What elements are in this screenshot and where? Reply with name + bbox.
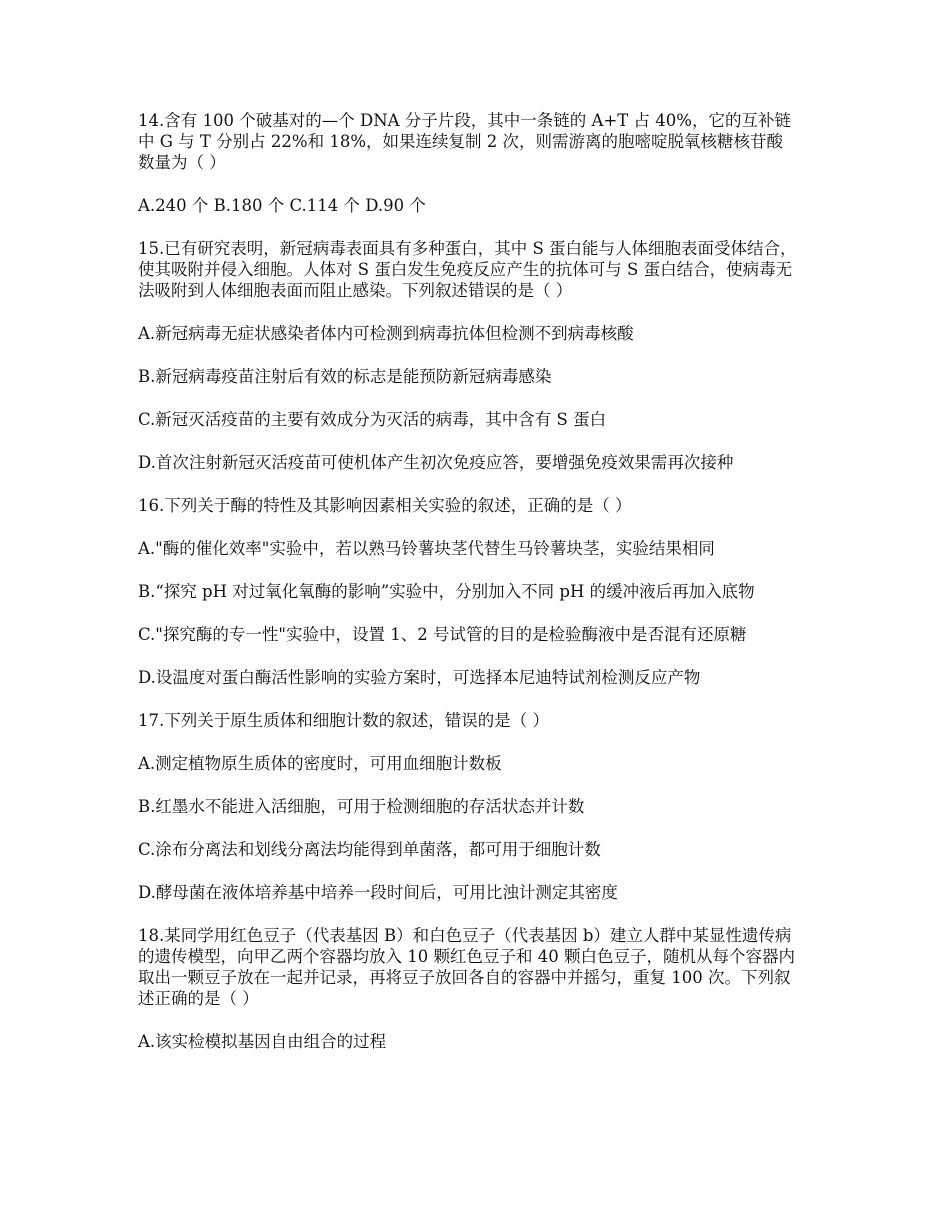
question-16-option-a: A."酶的催化效率"实验中，若以熟马铃薯块茎代替生马铃薯块茎，实验结果相同 [138, 539, 715, 558]
document-page [138, 110, 798, 1074]
question-17-option-d: D.酵母菌在液体培养基中培养一段时间后，可用比浊计测定其密度 [138, 883, 618, 902]
question-14-options: A.240 个 B.180 个 C.114 个 D.90 个 [138, 196, 426, 215]
question-17-option-a: A.测定植物原生质体的密度时，可用血细胞计数板 [138, 754, 502, 773]
question-18-stem: 18.某同学用红色豆子（代表基因 B）和白色豆子（代表基因 b）建立人群中某显性遗传病的遗传模型，向甲乙两个容器均放入 10 颗红色豆子和 40 颗白色豆子，随机从每个容器内取出一颗豆子放在一起并记录，再将豆子放回各自的容器中并摇匀，重复 100 次。下列叙述正确的是（ ） [138, 926, 795, 1008]
question-17-option-b: B.红墨水不能进入活细胞，可用于检测细胞的存活状态并计数 [138, 797, 585, 816]
question-17-option-c: C.涂布分离法和划线分离法均能得到单菌落，都可用于细胞计数 [138, 840, 601, 859]
question-15-option-b: B.新冠病毒疫苗注射后有效的标志是能预防新冠病毒感染 [138, 367, 552, 386]
question-17-stem: 17.下列关于原生质体和细胞计数的叙述，错误的是（ ） [138, 711, 549, 730]
question-14-stem: 14.含有 100 个破基对的—个 DNA 分子片段，其中一条链的 A+T 占 40%，它的互补链中 G 与 T 分别占 22%和 18%，如果连续复制 2 次，则需游离的胞嘧啶脱氧核糖核苷酸数量为（ ） [138, 111, 791, 172]
question-16-stem: 16.下列关于酶的特性及其影响因素相关实验的叙述，正确的是（ ） [138, 496, 632, 515]
question-16-option-c: C."探究酶的专一性"实验中，设置 1、2 号试管的目的是检验酶液中是否混有还原糖 [138, 625, 747, 644]
question-16-option-d: D.设温度对蛋白酶活性影响的实验方案时，可选择本尼迪特试剂检测反应产物 [138, 668, 701, 687]
question-16-option-b: B.“探究 pH 对过氧化氧酶的影响”实验中，分别加入不同 pH 的缓冲液后再加入底物 [138, 582, 755, 601]
question-15-option-d: D.首次注射新冠灭活疫苗可使机体产生初次免疫应答，要增强免疫效果需再次接种 [138, 453, 734, 472]
question-15-option-c: C.新冠灭活疫苗的主要有效成分为灭活的病毒，其中含有 S 蛋白 [138, 410, 607, 429]
question-15-option-a: A.新冠病毒无症状感染者体内可检测到病毒抗体但检测不到病毒核酸 [138, 324, 634, 343]
question-15-stem: 15.已有研究表明，新冠病毒表面具有多种蛋白，其中 S 蛋白能与人体细胞表面受体结合，使其吸附并侵入细胞。人体对 S 蛋白发生免疫反应产生的抗体可与 S 蛋白结合，使病毒无法吸附到人体细胞表面而阻止感染。下列叙述错误的是（ ） [138, 239, 797, 300]
question-18-option-a: A.该实检模拟基因自由组合的过程 [138, 1032, 387, 1051]
